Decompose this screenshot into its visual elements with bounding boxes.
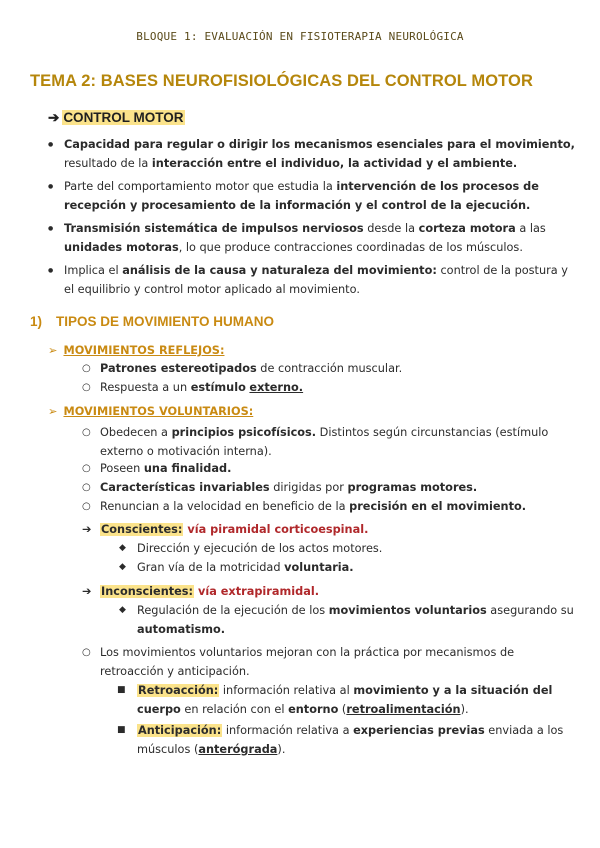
square-bullet-icon: ■ [117, 725, 126, 735]
list-item: ○ Poseen una finalidad. [100, 459, 578, 478]
diamond-bullet-icon: ◆ [119, 562, 126, 572]
list-item: ○ Los movimientos voluntarios mejoran con la práctica por mecanismos de retroacción y anticipación. [100, 643, 578, 681]
list-item: ○ Características invariables dirigidas por programas motores. [100, 478, 578, 497]
subsection-number: 1) [30, 314, 43, 329]
anticipacion-item: ■ Anticipación: información relativa a experiencias previas enviada a los músculos (anterógrada). [137, 721, 577, 759]
list-item: ○ Respuesta a un estímulo externo. [100, 378, 578, 397]
bullet-item: ● Transmisión sistemática de impulsos nerviosos desde la corteza motora a las unidades motoras, lo que produce contracciones coordinadas de los músculos. [48, 219, 578, 257]
list-item: ◆ Regulación de la ejecución de los movimientos voluntarios asegurando su automatismo. [137, 601, 577, 639]
arrow-icon: ➔ [48, 110, 60, 125]
list-item: ◆ Gran vía de la motricidad voluntaria. [137, 558, 577, 577]
bullet-item: ● Capacidad para regular o dirigir los mecanismos esenciales para el movimiento, resultado de la interacción entre el individuo, la actividad y el ambiente. [48, 135, 578, 173]
control-bullet-list [48, 135, 578, 303]
bullet-item: ● Implica el análisis de la causa y naturaleza del movimiento: control de la postura y el equilibrio y control motor aplicado al movimiento. [48, 261, 578, 299]
section-control-motor [48, 110, 185, 126]
arrow-icon: ➔ [82, 523, 92, 536]
bullet-item: ● Parte del comportamiento motor que estudia la intervención de los procesos de recepción y procesamiento de la información y el control de la ejecución. [48, 177, 578, 215]
category-reflejos: ➢ MOVIMIENTOS REFLEJOS: [48, 344, 225, 357]
page-header: BLOQUE 1: EVALUACIÓN EN FISIOTERAPIA NEUROLÓGICA [136, 30, 464, 43]
square-bullet-icon: ■ [117, 685, 126, 695]
section-control-label: CONTROL MOTOR [63, 110, 184, 125]
circle-bullet-icon: ○ [82, 427, 91, 438]
category-voluntarios: ➢ MOVIMIENTOS VOLUNTARIOS: [48, 405, 254, 418]
diamond-bullet-icon: ◆ [119, 543, 126, 553]
list-item: ○ Obedecen a principios psicofísicos. Distintos según circunstancias (estímulo externo o motivación interna). [100, 423, 578, 461]
page-title: TEMA 2: BASES NEUROFISIOLÓGICAS DEL CONTROL MOTOR [30, 72, 533, 90]
circle-bullet-icon: ○ [82, 482, 91, 493]
arrow-icon: ➔ [82, 585, 92, 598]
subsection-label: TIPOS DE MOVIMIENTO HUMANO [56, 314, 275, 329]
triangle-arrow-icon: ➢ [48, 405, 58, 418]
conscientes-item: ➔ Conscientes: vía piramidal corticoespinal. [100, 520, 368, 539]
retroaccion-item: ■ Retroacción: información relativa al movimiento y a la situación del cuerpo en relación con el entorno (retroalimentación). [137, 681, 577, 719]
diamond-bullet-icon: ◆ [119, 605, 126, 615]
list-item: ◆ Dirección y ejecución de los actos motores. [137, 539, 577, 558]
subsection-title [30, 314, 274, 329]
list-item: ○ Renuncian a la velocidad en beneficio de la precisión en el movimiento. [100, 497, 578, 516]
circle-bullet-icon: ○ [82, 363, 91, 374]
circle-bullet-icon: ○ [82, 647, 91, 658]
inconscientes-item: ➔ Inconscientes: vía extrapiramidal. [100, 582, 319, 601]
circle-bullet-icon: ○ [82, 382, 91, 393]
circle-bullet-icon: ○ [82, 463, 91, 474]
triangle-arrow-icon: ➢ [48, 344, 58, 357]
list-item: ○ Patrones estereotipados de contracción muscular. [100, 359, 578, 378]
circle-bullet-icon: ○ [82, 501, 91, 512]
